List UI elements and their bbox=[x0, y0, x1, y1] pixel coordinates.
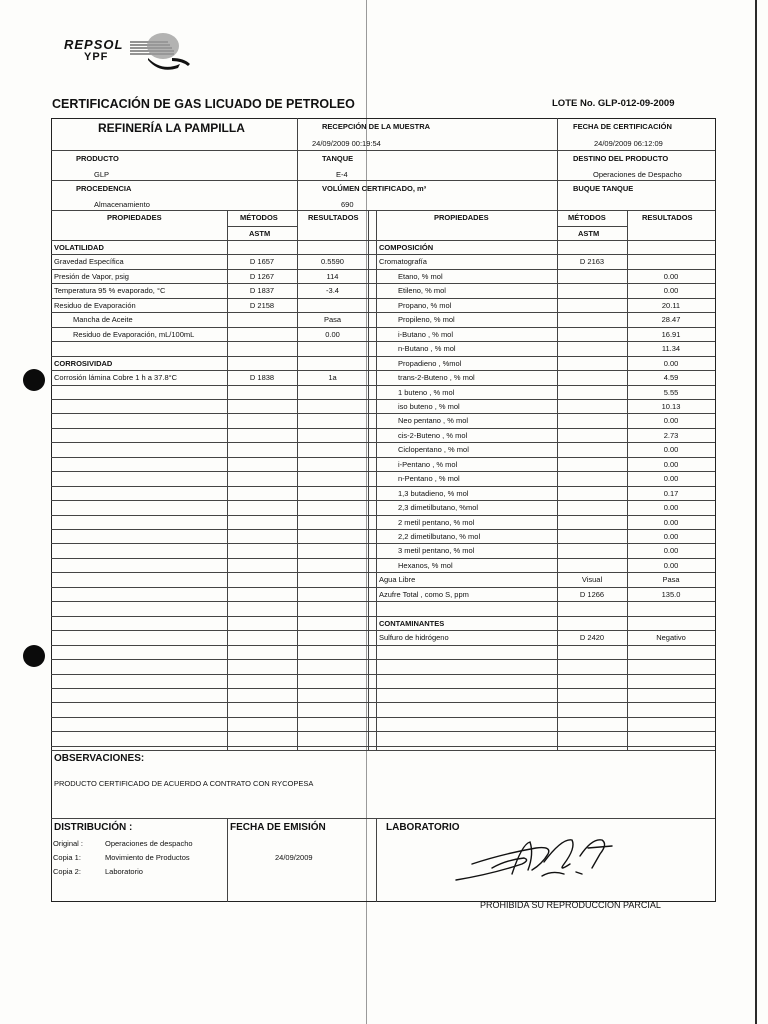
method-cell: D 1657 bbox=[249, 257, 275, 266]
result-cell: 1a bbox=[328, 373, 337, 382]
grid-line bbox=[51, 645, 715, 646]
grid-line bbox=[51, 702, 715, 703]
grid-line bbox=[51, 283, 715, 284]
grid-line bbox=[51, 428, 715, 429]
result-cell: Negativo bbox=[656, 633, 686, 642]
distribucion-key: Copia 2: bbox=[53, 867, 81, 876]
grid-line bbox=[51, 500, 715, 501]
fecha-emision-label: FECHA DE EMISIÓN bbox=[230, 822, 326, 833]
grid-line bbox=[51, 356, 715, 357]
result-cell: 0.00 bbox=[663, 286, 679, 295]
grid-line bbox=[51, 572, 715, 573]
grid-line bbox=[376, 210, 377, 750]
producto-label: PRODUCTO bbox=[76, 154, 119, 163]
property-name: iso buteno , % mol bbox=[398, 402, 460, 411]
method-cell: D 1838 bbox=[249, 373, 275, 382]
grid-line bbox=[51, 254, 715, 255]
distribucion-key: Copia 1: bbox=[53, 853, 81, 862]
volumen-value: 690 bbox=[341, 200, 354, 209]
property-name: Hexanos, % mol bbox=[398, 561, 453, 570]
result-cell: 0.00 bbox=[663, 460, 679, 469]
result-cell: 20.11 bbox=[661, 301, 681, 310]
result-cell: 28.47 bbox=[661, 315, 681, 324]
section-heading: CORROSIVIDAD bbox=[54, 359, 113, 368]
grid-line bbox=[51, 717, 715, 718]
footer-note: PROHIBIDA SU REPRODUCCION PARCIAL bbox=[480, 900, 661, 910]
grid-line bbox=[227, 818, 228, 902]
property-name: Cromatografía bbox=[379, 257, 427, 266]
distribucion-label: DISTRIBUCIÓN : bbox=[54, 822, 133, 833]
document-title: CERTIFICACIÓN DE GAS LICUADO DE PETROLEO bbox=[52, 97, 355, 111]
result-cell: 0.00 bbox=[663, 546, 679, 555]
grid-line bbox=[51, 269, 715, 270]
grid-line bbox=[51, 486, 715, 487]
destino-value: Operaciones de Despacho bbox=[593, 170, 682, 179]
property-name: Azufre Total , como S, ppm bbox=[379, 590, 469, 599]
grid-line bbox=[51, 341, 715, 342]
grid-line bbox=[51, 543, 715, 544]
property-name: Mancha de Aceite bbox=[73, 315, 133, 324]
distribucion-value: Movimiento de Productos bbox=[105, 853, 190, 862]
grid-line bbox=[51, 298, 715, 299]
header-propiedades-right: PROPIEDADES bbox=[434, 213, 489, 222]
property-name: Etano, % mol bbox=[398, 272, 443, 281]
property-name: Propadieno , %mol bbox=[398, 359, 462, 368]
section-heading: VOLATILIDAD bbox=[54, 243, 104, 252]
property-name: n-Pentano , % mol bbox=[398, 474, 460, 483]
grid-line bbox=[51, 180, 715, 181]
result-cell: 10.13 bbox=[661, 402, 681, 411]
header-resultados-right: RESULTADOS bbox=[642, 213, 693, 222]
property-name: i-Butano , % mol bbox=[398, 330, 454, 339]
property-name: i-Pentano , % mol bbox=[398, 460, 458, 469]
volumen-label: VOLÚMEN CERTIFICADO, m³ bbox=[322, 184, 427, 193]
grid-line bbox=[51, 688, 715, 689]
result-cell: 0.00 bbox=[663, 359, 679, 368]
grid-line bbox=[51, 471, 715, 472]
fecha-emision-value: 24/09/2009 bbox=[275, 853, 313, 862]
grid-line bbox=[51, 818, 715, 819]
result-cell: 11.34 bbox=[661, 344, 681, 353]
grid-line bbox=[557, 210, 558, 750]
property-name: 2 metil pentano, % mol bbox=[398, 518, 475, 527]
grid-line bbox=[51, 399, 715, 400]
grid-line bbox=[227, 226, 297, 227]
grid-line bbox=[51, 659, 715, 660]
property-name: Sulfuro de hidrógeno bbox=[379, 633, 449, 642]
punch-hole bbox=[23, 369, 45, 391]
grid-line bbox=[51, 515, 715, 516]
grid-line bbox=[51, 370, 715, 371]
refineria-name: REFINERÍA LA PAMPILLA bbox=[98, 121, 245, 135]
recepcion-value: 24/09/2009 00:19:54 bbox=[312, 139, 381, 148]
grid-line bbox=[51, 587, 715, 588]
distribucion-value: Operaciones de despacho bbox=[105, 839, 193, 848]
result-cell: 0.5590 bbox=[321, 257, 344, 266]
grid-line bbox=[51, 750, 715, 751]
header-astm-left: ASTM bbox=[249, 229, 271, 238]
result-cell: 0.00 bbox=[663, 561, 679, 570]
grid-line bbox=[51, 457, 715, 458]
grid-line bbox=[376, 818, 377, 902]
property-name: Temperatura 95 % evaporado, °C bbox=[54, 286, 166, 295]
property-name: Agua Libre bbox=[379, 575, 416, 584]
grid-line bbox=[51, 746, 715, 747]
grid-line bbox=[557, 118, 558, 210]
section-heading: CONTAMINANTES bbox=[379, 619, 445, 628]
grid-line bbox=[51, 616, 715, 617]
method-cell: D 2158 bbox=[249, 301, 275, 310]
lote-number: LOTE No. GLP-012-09-2009 bbox=[552, 98, 675, 109]
procedencia-label: PROCEDENCIA bbox=[76, 184, 132, 193]
property-name: Propano, % mol bbox=[398, 301, 452, 310]
fecha-certificacion-label: FECHA DE CERTIFICACIÓN bbox=[573, 122, 672, 131]
destino-label: DESTINO DEL PRODUCTO bbox=[573, 154, 669, 163]
property-name: 3 metil pentano, % mol bbox=[398, 546, 475, 555]
method-cell: D 2163 bbox=[579, 257, 605, 266]
method-cell: D 1267 bbox=[249, 272, 275, 281]
property-name: cis-2-Buteno , % mol bbox=[398, 431, 468, 440]
header-metodos-right: MÉTODOS bbox=[568, 213, 606, 222]
grid-line bbox=[51, 312, 715, 313]
result-cell: 0.00 bbox=[663, 518, 679, 527]
result-cell: 114 bbox=[326, 272, 339, 281]
grid-line bbox=[297, 118, 298, 210]
property-name: Residuo de Evaporación, mL/100mL bbox=[73, 330, 195, 339]
method-cell: D 2420 bbox=[579, 633, 605, 642]
distribucion-key: Original : bbox=[53, 839, 84, 848]
result-cell: 135.0 bbox=[661, 590, 681, 599]
result-cell: 2.73 bbox=[663, 431, 679, 440]
repsol-emblem-icon bbox=[128, 28, 192, 74]
property-name: trans-2-Buteno , % mol bbox=[398, 373, 475, 382]
punch-hole bbox=[23, 645, 45, 667]
grid-line bbox=[51, 630, 715, 631]
property-name: 1,3 butadieno, % mol bbox=[398, 489, 469, 498]
distribucion-value: Laboratorio bbox=[105, 867, 143, 876]
method-cell: D 1266 bbox=[579, 590, 605, 599]
property-name: 1 buteno , % mol bbox=[398, 388, 455, 397]
fecha-certificacion-value: 24/09/2009 06:12:09 bbox=[594, 139, 663, 148]
grid-line bbox=[51, 674, 715, 675]
grid-line bbox=[51, 558, 715, 559]
property-name: Neo pentano , % mol bbox=[398, 416, 469, 425]
grid-line bbox=[51, 413, 715, 414]
method-cell: D 1837 bbox=[249, 286, 275, 295]
property-name: 2,2 dimetilbutano, % mol bbox=[398, 532, 481, 541]
header-propiedades-left: PROPIEDADES bbox=[107, 213, 162, 222]
header-resultados-left: RESULTADOS bbox=[308, 213, 359, 222]
method-cell: Visual bbox=[581, 575, 603, 584]
observaciones-label: OBSERVACIONES: bbox=[54, 753, 145, 764]
result-cell: 0.17 bbox=[663, 489, 679, 498]
header-metodos-left: MÉTODOS bbox=[240, 213, 278, 222]
result-cell: 0.00 bbox=[663, 272, 679, 281]
property-name: Etileno, % mol bbox=[398, 286, 446, 295]
header-astm-right: ASTM bbox=[578, 229, 600, 238]
logo-line1: REPSOL bbox=[64, 37, 124, 52]
grid-line bbox=[51, 529, 715, 530]
signature-icon bbox=[452, 834, 622, 886]
property-name: Presión de Vapor, psig bbox=[54, 272, 129, 281]
observaciones-text: PRODUCTO CERTIFICADO DE ACUERDO A CONTRATO CON RYCOPESA bbox=[54, 779, 314, 788]
procedencia-value: Almacenamiento bbox=[94, 200, 150, 209]
section-heading: COMPOSICIÓN bbox=[379, 243, 434, 252]
recepcion-label: RECEPCIÓN DE LA MUESTRA bbox=[322, 122, 431, 131]
result-cell: Pasa bbox=[323, 315, 342, 324]
result-cell: 0.00 bbox=[663, 532, 679, 541]
property-name: n-Butano , % mol bbox=[398, 344, 456, 353]
property-name: Gravedad Específica bbox=[54, 257, 124, 266]
property-name: Residuo de Evaporación bbox=[54, 301, 136, 310]
grid-line bbox=[51, 327, 715, 328]
property-name: Ciclopentano , % mol bbox=[398, 445, 469, 454]
result-cell: Pasa bbox=[662, 575, 680, 584]
logo-line2: YPF bbox=[84, 51, 109, 63]
grid-line bbox=[368, 210, 369, 750]
result-cell: 0.00 bbox=[663, 445, 679, 454]
result-cell: 16.91 bbox=[661, 330, 681, 339]
buque-label: BUQUE TANQUE bbox=[573, 184, 634, 193]
grid-line bbox=[51, 601, 715, 602]
grid-line bbox=[51, 731, 715, 732]
result-cell: 0.00 bbox=[663, 474, 679, 483]
result-cell: 0.00 bbox=[325, 330, 340, 339]
producto-value: GLP bbox=[94, 170, 110, 179]
grid-line bbox=[557, 226, 627, 227]
result-cell: -3.4 bbox=[326, 286, 339, 295]
tanque-label: TANQUE bbox=[322, 154, 354, 163]
property-name: Corrosión lámina Cobre 1 h a 37.8°C bbox=[54, 373, 178, 382]
result-cell: 4.59 bbox=[663, 373, 679, 382]
scan-edge bbox=[755, 0, 757, 1024]
result-cell: 0.00 bbox=[663, 416, 679, 425]
result-cell: 0.00 bbox=[663, 503, 679, 512]
grid-line bbox=[51, 210, 715, 211]
grid-line bbox=[51, 442, 715, 443]
property-name: Propileno, % mol bbox=[398, 315, 455, 324]
grid-line bbox=[51, 240, 715, 241]
grid-line bbox=[51, 150, 715, 151]
property-name: 2,3 dimetilbutano, %mol bbox=[398, 503, 479, 512]
laboratorio-label: LABORATORIO bbox=[386, 822, 460, 833]
grid-line bbox=[51, 385, 715, 386]
tanque-value: E-4 bbox=[336, 170, 348, 179]
result-cell: 5.55 bbox=[663, 388, 679, 397]
